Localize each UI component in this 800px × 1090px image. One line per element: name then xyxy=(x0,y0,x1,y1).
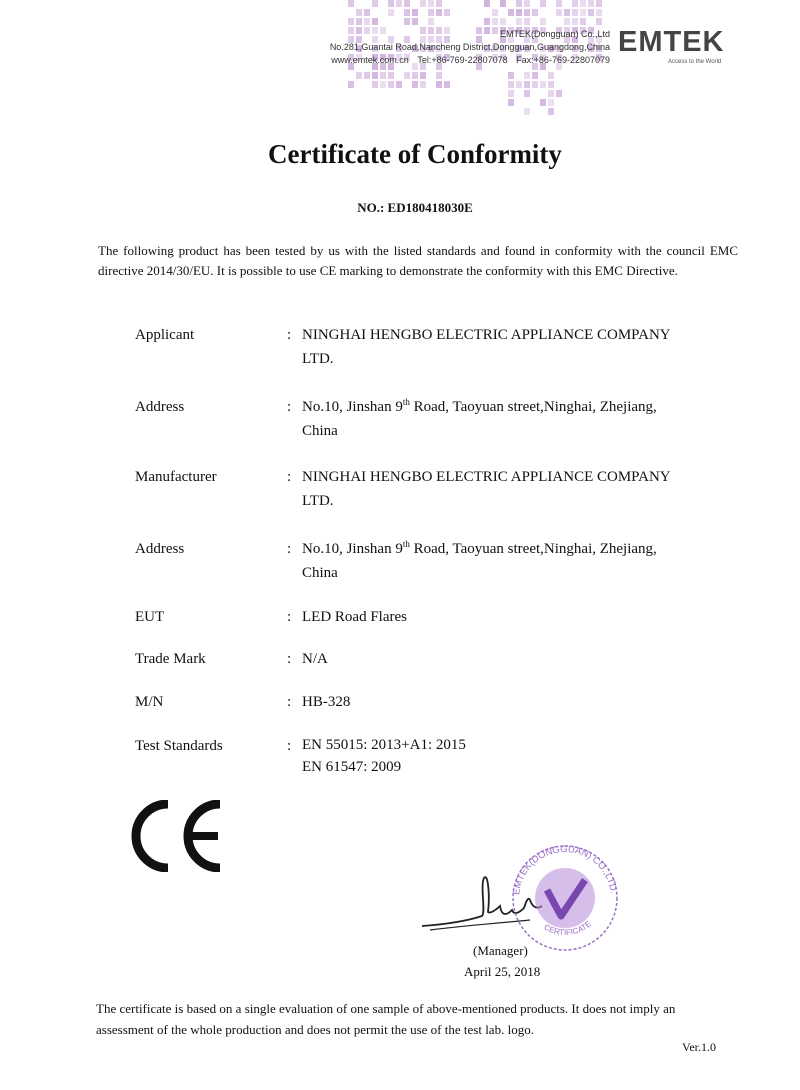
map-dot xyxy=(556,90,562,97)
map-dot xyxy=(428,0,434,7)
logo-text: EMTEK xyxy=(618,26,725,58)
field-colon: : xyxy=(287,399,292,415)
map-dot xyxy=(356,27,362,34)
issue-date: April 25, 2018 xyxy=(464,964,541,979)
header-tel: Tel:+86-769-22807078 xyxy=(417,55,508,65)
map-dot xyxy=(572,0,578,7)
map-dot xyxy=(420,27,426,34)
map-dot xyxy=(572,9,578,16)
map-dot xyxy=(356,9,362,16)
map-dot xyxy=(524,0,530,7)
field-value: LED Road Flares xyxy=(302,609,407,625)
field-label: EUT xyxy=(135,609,165,625)
map-dot xyxy=(596,0,602,7)
map-dot xyxy=(508,81,514,88)
map-dot xyxy=(380,27,386,34)
field-label: Manufacturer xyxy=(135,469,217,485)
map-dot xyxy=(532,81,538,88)
intro-paragraph: The following product has been tested by us with the listed standards and found in conformity with the council EMC directive 2014/30/EU. It is possible to use CE marking to demonstrate the conformity with this EMC Directive. xyxy=(98,243,738,278)
field-colon: : xyxy=(287,651,292,667)
map-dot xyxy=(476,27,482,34)
map-dot xyxy=(412,9,418,16)
map-dot xyxy=(364,72,370,79)
certificate-number: NO.: ED180418030E xyxy=(357,200,473,215)
map-dot xyxy=(524,72,530,79)
map-dot xyxy=(524,18,530,25)
map-dot xyxy=(564,18,570,25)
map-dot xyxy=(420,0,426,7)
map-dot xyxy=(484,18,490,25)
map-dot xyxy=(420,81,426,88)
map-dot xyxy=(404,0,410,7)
field-value xyxy=(302,323,722,371)
map-dot xyxy=(588,9,594,16)
logo-tagline: Access to the World xyxy=(668,59,722,65)
map-dot xyxy=(548,99,554,106)
header-website: www.emtek.com.cn xyxy=(331,55,409,65)
map-dot xyxy=(420,72,426,79)
map-dot xyxy=(372,81,378,88)
map-dot xyxy=(348,0,354,7)
map-dot xyxy=(532,9,538,16)
map-dot xyxy=(404,18,410,25)
field-value: N/A xyxy=(302,651,328,667)
field-label: M/N xyxy=(135,694,164,710)
map-dot xyxy=(436,27,442,34)
ce-mark-icon xyxy=(126,800,226,872)
emtek-logo xyxy=(618,26,748,66)
map-dot xyxy=(444,27,450,34)
stamp-text-top: EMTEK(DONGGUAN) CO.,LTD. xyxy=(511,843,619,896)
manufacturer-line-1: NINGHAI HENGBO ELECTRIC APPLIANCE COMPANY xyxy=(302,469,671,485)
field-value xyxy=(302,537,722,585)
map-dot xyxy=(412,72,418,79)
map-dot xyxy=(540,99,546,106)
map-dot xyxy=(508,90,514,97)
map-dot xyxy=(364,9,370,16)
address-line-1: No.10, Jinshan 9th Road, Taoyuan street,Ninghai, Zhejiang, xyxy=(302,539,657,557)
map-dot xyxy=(444,81,450,88)
header-fax: Fax:+86-769-22807079 xyxy=(516,55,610,65)
version-label: Ver.1.0 xyxy=(682,1040,716,1054)
applicant-line-2: LTD. xyxy=(302,351,334,367)
world-map-dots-decoration xyxy=(300,0,620,140)
map-dot xyxy=(348,18,354,25)
map-dot xyxy=(412,81,418,88)
applicant-line-1: NINGHAI HENGBO ELECTRIC APPLIANCE COMPANY xyxy=(302,327,671,343)
company-stamp xyxy=(505,836,625,956)
map-dot xyxy=(356,72,362,79)
map-dot xyxy=(436,9,442,16)
map-dot xyxy=(580,0,586,7)
map-dot xyxy=(388,0,394,7)
field-value xyxy=(302,395,722,443)
certificate-title: Certificate of Conformity xyxy=(268,139,562,169)
map-dot xyxy=(548,72,554,79)
map-dot xyxy=(348,81,354,88)
map-dot xyxy=(428,9,434,16)
field-label: Applicant xyxy=(135,327,195,343)
map-dot xyxy=(580,18,586,25)
map-dot xyxy=(348,27,354,34)
map-dot xyxy=(508,99,514,106)
map-dot xyxy=(484,27,490,34)
map-dot xyxy=(436,0,442,7)
map-dot xyxy=(588,0,594,7)
map-dot xyxy=(564,9,570,16)
map-dot xyxy=(484,0,490,7)
map-dot xyxy=(380,72,386,79)
map-dot xyxy=(396,81,402,88)
map-dot xyxy=(380,81,386,88)
map-dot xyxy=(516,9,522,16)
map-dot xyxy=(492,9,498,16)
map-dot xyxy=(524,108,530,115)
map-dot xyxy=(428,27,434,34)
map-dot xyxy=(364,18,370,25)
map-dot xyxy=(404,72,410,79)
field-colon: : xyxy=(287,327,292,343)
map-dot xyxy=(372,0,378,7)
map-dot xyxy=(356,18,362,25)
map-dot xyxy=(372,72,378,79)
map-dot xyxy=(508,9,514,16)
map-dot xyxy=(556,0,562,7)
map-dot xyxy=(548,108,554,115)
map-dot xyxy=(436,81,442,88)
field-label: Test Standards xyxy=(135,738,223,754)
map-dot xyxy=(596,18,602,25)
map-dot xyxy=(436,72,442,79)
standard-line-2: EN 61547: 2009 xyxy=(302,759,402,775)
map-dot xyxy=(548,81,554,88)
map-dot xyxy=(524,9,530,16)
address-line-2: China xyxy=(302,423,338,439)
manufacturer-line-2: LTD. xyxy=(302,493,334,509)
standard-line-1: EN 55015: 2013+A1: 2015 xyxy=(302,737,466,753)
field-value xyxy=(302,465,722,513)
map-dot xyxy=(404,9,410,16)
address-line-1: No.10, Jinshan 9th Road, Taoyuan street,Ninghai, Zhejiang, xyxy=(302,397,657,415)
map-dot xyxy=(444,9,450,16)
map-dot xyxy=(516,81,522,88)
map-dot xyxy=(372,27,378,34)
map-dot xyxy=(364,27,370,34)
field-label: Trade Mark xyxy=(135,651,206,667)
field-value: HB-328 xyxy=(302,694,351,710)
map-dot xyxy=(596,9,602,16)
field-colon: : xyxy=(287,541,292,557)
field-label: Address xyxy=(135,541,185,557)
field-colon: : xyxy=(287,609,292,625)
field-colon: : xyxy=(287,738,292,754)
field-value xyxy=(302,734,722,778)
field-label: Address xyxy=(135,399,185,415)
map-dot xyxy=(396,0,402,7)
map-dot xyxy=(388,9,394,16)
map-dot xyxy=(428,18,434,25)
map-dot xyxy=(524,81,530,88)
map-dot xyxy=(388,72,394,79)
map-dot xyxy=(412,18,418,25)
address-line-2: China xyxy=(302,565,338,581)
header-company-name: EMTEK(Dongguan) Co.,Ltd xyxy=(499,29,610,39)
header-contact xyxy=(325,55,610,65)
map-dot xyxy=(500,0,506,7)
map-dot xyxy=(492,18,498,25)
map-dot xyxy=(500,18,506,25)
map-dot xyxy=(540,81,546,88)
map-dot xyxy=(548,90,554,97)
map-dot xyxy=(372,18,378,25)
map-dot xyxy=(492,27,498,34)
header-address: No.281,Guantai Road,Nancheng District,Dongguan,Guangdong,China xyxy=(329,42,610,52)
map-dot xyxy=(540,0,546,7)
map-dot xyxy=(532,72,538,79)
map-dot xyxy=(580,9,586,16)
map-dot xyxy=(556,9,562,16)
stamp-text-bottom: CERTIFICATE xyxy=(542,919,594,937)
map-dot xyxy=(388,81,394,88)
map-dot xyxy=(516,0,522,7)
map-dot xyxy=(572,18,578,25)
footer-disclaimer: The certificate is based on a single evaluation of one sample of above-mentioned products. It does not imply an assessment of the whole production and does not permit the use of the test lab. logo. xyxy=(96,1001,676,1037)
field-colon: : xyxy=(287,694,292,710)
signatory-role: (Manager) xyxy=(473,943,528,958)
map-dot xyxy=(524,90,530,97)
field-colon: : xyxy=(287,469,292,485)
map-dot xyxy=(516,18,522,25)
map-dot xyxy=(540,18,546,25)
map-dot xyxy=(508,72,514,79)
